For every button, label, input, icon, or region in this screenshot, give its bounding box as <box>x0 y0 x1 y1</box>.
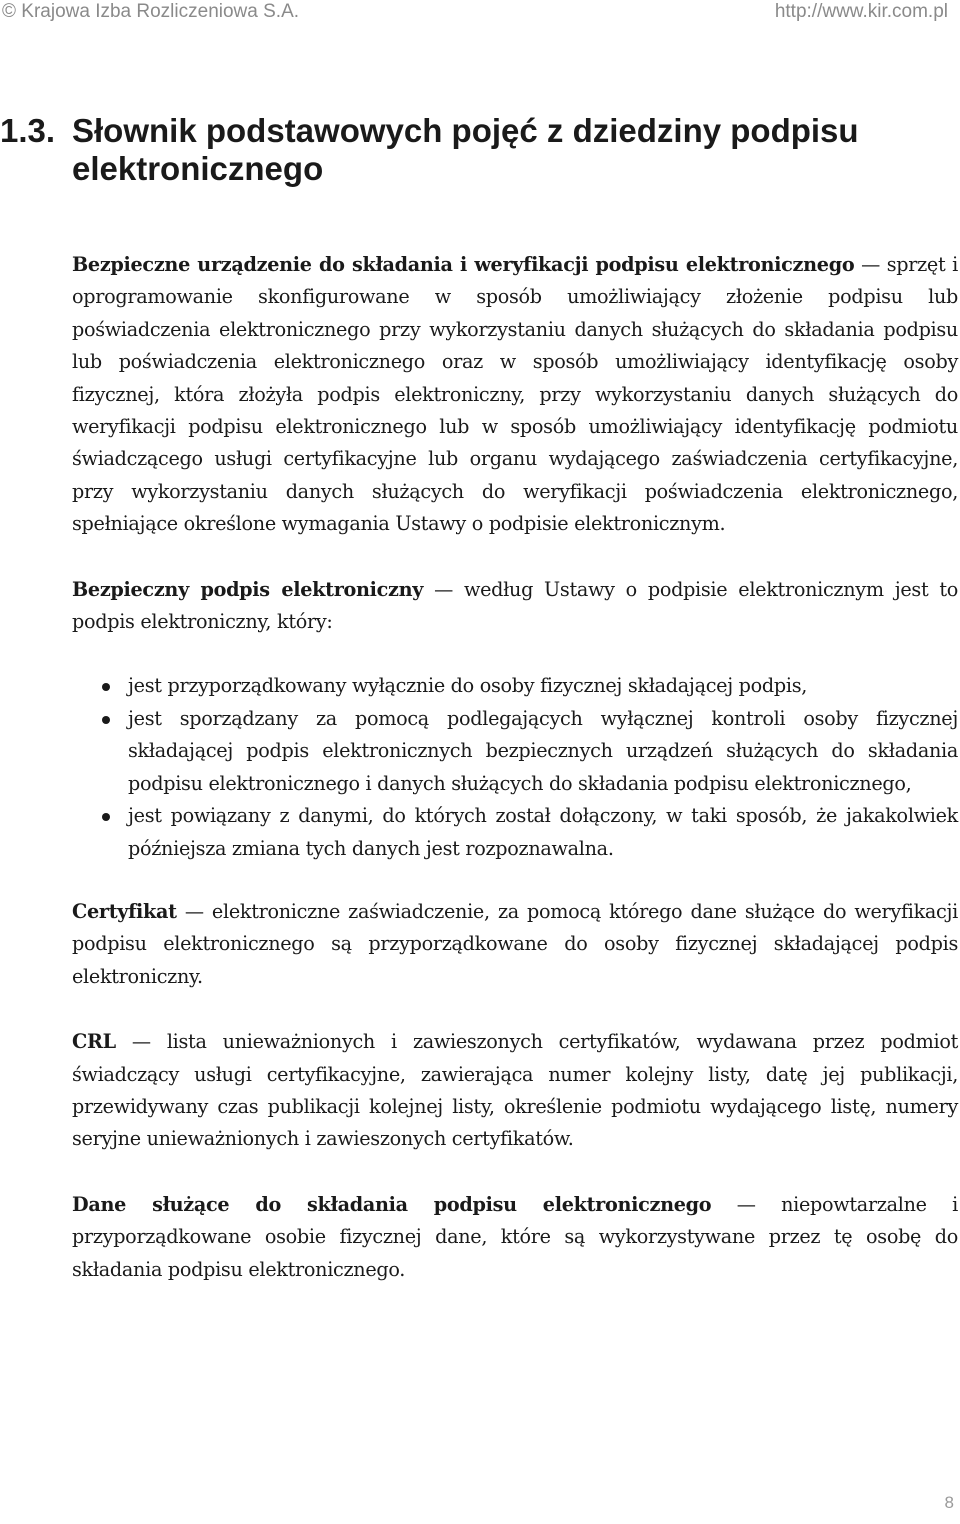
list-item <box>72 703 958 800</box>
glossary-definition: — elektroniczne zaświadczenie, za pomocą którego dane służące do weryfikacji podpisu elektronicznego są przyporządkowane do osoby fizycznej składającej podpis elektroniczny. <box>72 899 958 988</box>
list-item <box>72 800 958 865</box>
glossary-entry-bezpieczny-podpis <box>72 574 958 639</box>
list-item-text: jest sporządzany za pomocą podlegających wyłącznej kontroli osoby fizycznej składającej podpis elektronicznych bezpiecznych urządzeń służących do składania podpisu elektronicznego i danych służących do składania podpisu elektronicznego, <box>128 706 958 795</box>
bullet-list <box>72 670 958 864</box>
website-link[interactable]: http://www.kir.com.pl <box>774 1 948 22</box>
page-header <box>0 0 960 24</box>
section-title-line2: elektronicznego <box>72 150 324 187</box>
section-title <box>0 112 940 188</box>
page-number: 8 <box>944 1493 954 1512</box>
glossary-definition: — lista unieważnionych i zawieszonych certyfikatów, wydawana przez podmiot świadczący usługi certyfikacyjne, zawierająca numer kolejny listy, datę jej publikacji, przewidywany czas publikacji kolejnej listy, określenie podmiotu wydającego listę, numery seryjne unieważnionych i zawieszonych certyfikatów. <box>72 1030 958 1151</box>
list-item-text: jest powiązany z danymi, do których został dołączony, w taki sposób, że jakakolwiek późniejsza zmiana tych danych jest rozpoznawalna. <box>128 804 958 860</box>
glossary-term: CRL <box>72 1030 116 1054</box>
glossary-term: Bezpieczny podpis elektroniczny <box>72 577 424 601</box>
glossary-term: Bezpieczne urządzenie do składania i weryfikacji podpisu elektronicznego <box>72 253 855 276</box>
glossary-entry-certyfikat <box>72 896 958 993</box>
bullet-icon <box>102 813 110 821</box>
bullet-icon <box>102 716 110 724</box>
glossary-content <box>72 249 958 1319</box>
glossary-term: Dane służące do składania podpisu elektronicznego <box>72 1192 712 1216</box>
section-number: 1.3. <box>0 112 56 149</box>
glossary-term: Certyfikat <box>72 899 177 923</box>
glossary-definition: — sprzęt i oprogramowanie skonfigurowane w sposób umożliwiający złożenie podpisu lub poświadczenia elektronicznego przy wykorzystaniu danych służących do składania podpisu lub poświadczenia elektronicznego oraz w sposób umożliwiający identyfikację osoby fizycznej, która złożyła podpis elektroniczny, przy wykorzystaniu danych służących do weryfikacji podpisu elektronicznego lub w sposób umożliwiający identyfikację podmiotu świadczącego usługi certyfikacyjne lub organu wydającego zaświadczenia certyfikacyjne, przy wykorzystaniu danych służących do weryfikacji poświadczenia elektronicznego, spełniające określone wymagania Ustawy o podpisie elektronicznym. <box>72 253 958 536</box>
list-item-text: jest przyporządkowany wyłącznie do osoby fizycznej składającej podpis, <box>128 674 808 698</box>
copyright-text: © Krajowa Izba Rozliczeniowa S.A. <box>2 1 300 22</box>
glossary-entry-crl <box>72 1026 958 1156</box>
glossary-entry-bezpieczne-urzadzenie <box>72 249 958 541</box>
glossary-definition: — niepowtarzalne i przyporządkowane osobie fizycznej dane, które są wykorzystywane przez tę osobę do składania podpisu elektronicznego. <box>72 1192 959 1281</box>
glossary-definition: — według Ustawy o podpisie elektronicznym jest to podpis elektroniczny, który: <box>72 577 958 634</box>
section-title-line1: Słownik podstawowych pojęć z dziedziny podpisu <box>72 112 859 149</box>
list-item <box>72 670 958 702</box>
glossary-entry-dane-sluzace <box>72 1189 958 1286</box>
bullet-icon <box>102 683 110 691</box>
